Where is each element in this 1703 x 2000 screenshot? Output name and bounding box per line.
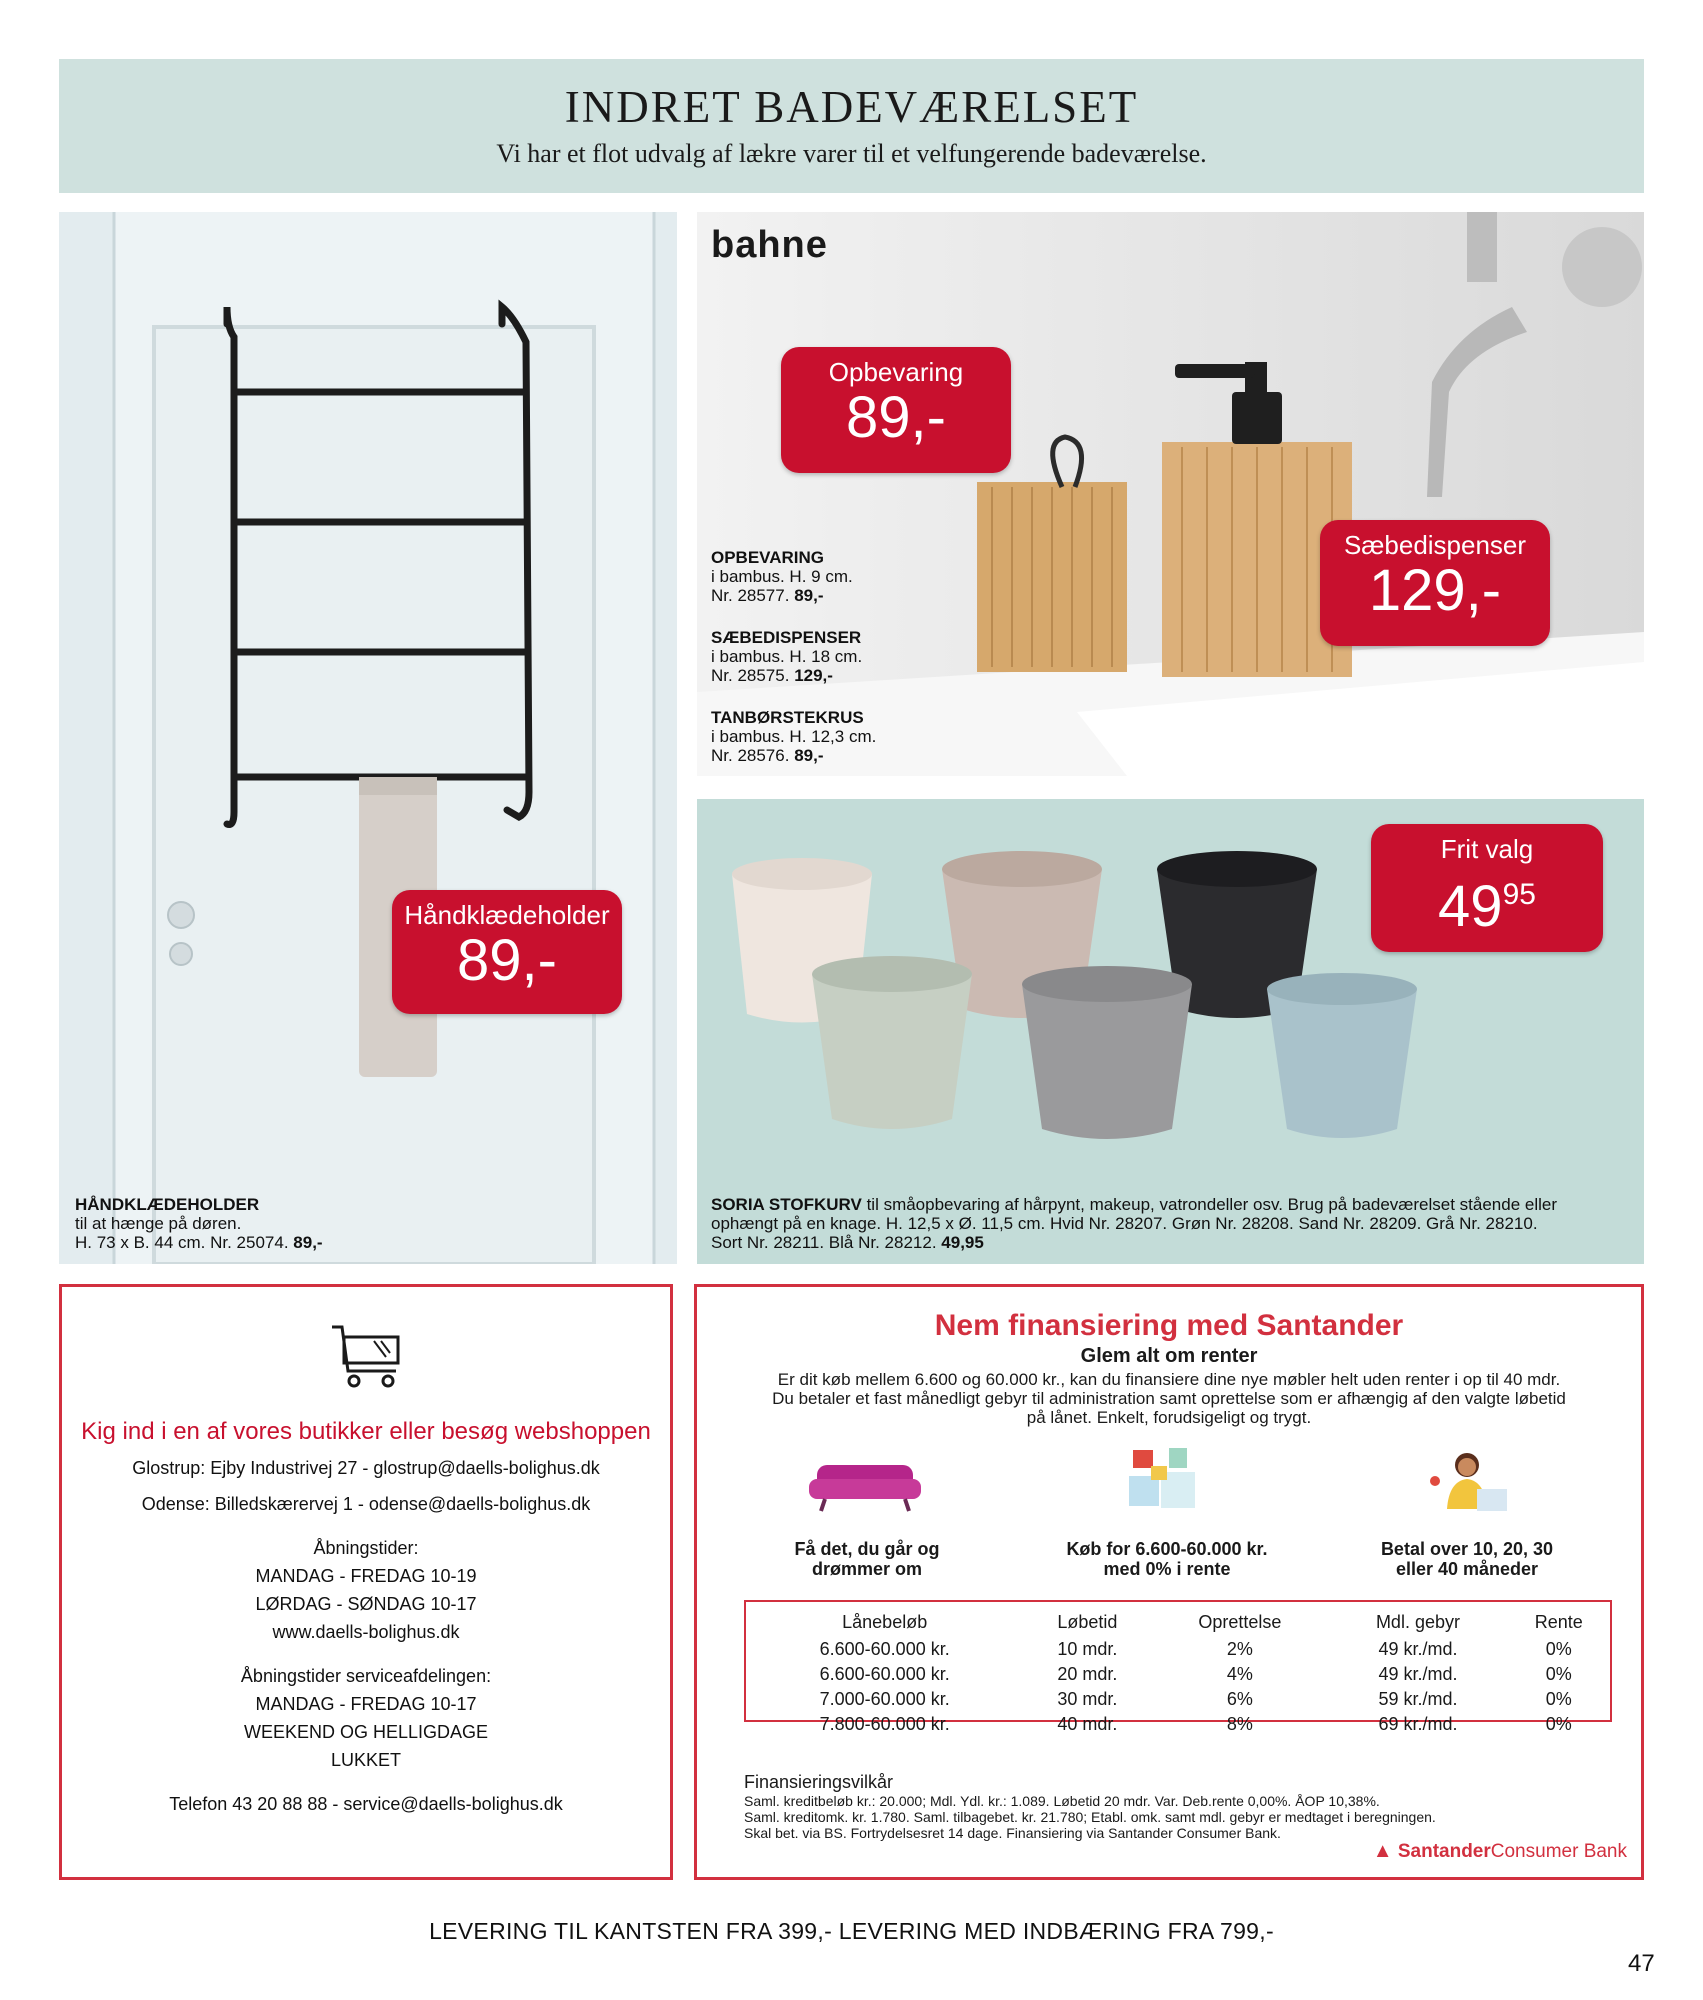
sofa-icon bbox=[805, 1455, 925, 1515]
towel-holder-price: 89,- bbox=[293, 1233, 323, 1252]
feature-months-line1: Betal over 10, 20, 30 bbox=[1380, 1539, 1554, 1559]
blocks-icon bbox=[1125, 1442, 1205, 1522]
baskets-panel bbox=[697, 799, 1644, 1264]
toothbrush-cup-line1: i bambus. H. 12,3 cm. bbox=[711, 727, 877, 746]
towel-holder-price-badge bbox=[392, 890, 622, 1014]
baskets-price: 49,95 bbox=[941, 1233, 984, 1252]
finance-title: Nem finansiering med Santander bbox=[934, 1309, 1404, 1342]
service-hours-title: Åbningstider serviceafdelingen: bbox=[240, 1666, 492, 1686]
contact-line: Telefon 43 20 88 88 - service@daells-bolighus.dk bbox=[169, 1794, 563, 1814]
finance-table bbox=[744, 1600, 1612, 1734]
soap-dispenser-price-badge bbox=[1320, 520, 1550, 646]
santander-flame-icon: ▲ bbox=[1372, 1840, 1393, 1862]
col-setup: Oprettelse bbox=[1198, 1612, 1282, 1632]
table-cell: 59 kr./md. bbox=[1378, 1689, 1458, 1709]
col-monthly-fee: Mdl. gebyr bbox=[1375, 1612, 1460, 1632]
feature-months bbox=[1337, 1539, 1597, 1579]
hours-title: Åbningstider: bbox=[313, 1538, 419, 1558]
santander-logo-light: Consumer Bank bbox=[1490, 1841, 1627, 1862]
baskets-title: SORIA STOFKURV bbox=[711, 1195, 862, 1214]
page-number: 47 bbox=[1628, 1950, 1655, 1977]
baskets-badge-price-cents: 95 bbox=[1502, 878, 1536, 911]
page-header bbox=[59, 59, 1644, 193]
baskets-description bbox=[711, 1195, 1636, 1252]
table-row bbox=[746, 1687, 1610, 1712]
soap-dispenser-badge-price: 129,- bbox=[1368, 558, 1502, 623]
towel-holder-panel bbox=[59, 212, 677, 1264]
baskets-badge-price bbox=[1371, 865, 1603, 937]
website-link[interactable]: www.daells-bolighus.dk bbox=[272, 1622, 460, 1642]
table-row bbox=[746, 1712, 1610, 1737]
person-laptop-icon bbox=[1417, 1447, 1517, 1517]
table-cell: 40 mdr. bbox=[1057, 1714, 1118, 1734]
soap-dispenser-price: 129,- bbox=[794, 666, 833, 685]
bahne-panel bbox=[697, 212, 1644, 776]
bamboo-products-illustration bbox=[697, 212, 1644, 776]
service-hours-weekend: WEEKEND OG HELLIGDAGE bbox=[243, 1722, 489, 1742]
table-cell: 69 kr./md. bbox=[1378, 1714, 1458, 1734]
table-cell: 10 mdr. bbox=[1057, 1639, 1118, 1659]
bahne-item-storage bbox=[711, 548, 853, 605]
baskets-line2: ophængt på en knage. H. 12,5 x Ø. 11,5 cm. Hvid Nr. 28207. Grøn Nr. 28208. Sand Nr. 28209. Grå Nr. 28210. bbox=[711, 1214, 1538, 1233]
towel-holder-badge-price: 89,- bbox=[457, 928, 557, 993]
finance-intro-2: Du betaler et fast månedligt gebyr til administration samt oprettelse som er afhængig af den valgte løbetid bbox=[772, 1389, 1566, 1408]
baskets-line1: til småopbevaring af hårpynt, makeup, vatrondeller osv. Brug på badeværelset stående eller bbox=[866, 1195, 1558, 1214]
shopping-cart-icon bbox=[326, 1321, 406, 1391]
table-cell: 6.600-60.000 kr. bbox=[819, 1639, 950, 1659]
storage-line2: Nr. 28577. bbox=[711, 586, 790, 605]
col-loan-amount: Lånebeløb bbox=[842, 1612, 928, 1632]
feature-dream-line2: drømmer om bbox=[811, 1559, 923, 1579]
table-cell: 7.000-60.000 kr. bbox=[819, 1689, 950, 1709]
feature-zero-rate bbox=[1027, 1539, 1307, 1579]
service-hours-closed: LUKKET bbox=[330, 1750, 402, 1770]
table-cell: 7.800-60.000 kr. bbox=[819, 1714, 950, 1734]
feature-zero-rate-line1: Køb for 6.600-60.000 kr. bbox=[1066, 1539, 1268, 1559]
baskets-price-badge bbox=[1371, 824, 1603, 952]
soap-dispenser-line2: Nr. 28575. bbox=[711, 666, 790, 685]
toothbrush-cup-price: 89,- bbox=[794, 746, 824, 765]
table-cell: 49 kr./md. bbox=[1378, 1639, 1458, 1659]
terms-line2: Saml. kreditomk. kr. 1.780. Saml. tilbagebet. kr. 21.780; Etabl. omk. samt mdl. gebyr er medtaget i beregningen. bbox=[744, 1809, 1436, 1825]
soap-dispenser-title: SÆBEDISPENSER bbox=[711, 628, 862, 647]
table-cell: 0% bbox=[1545, 1664, 1572, 1684]
service-hours-weekdays: MANDAG - FREDAG 10-17 bbox=[255, 1694, 477, 1714]
storage-price-badge bbox=[781, 347, 1011, 473]
table-cell: 0% bbox=[1545, 1714, 1572, 1734]
towel-holder-line2: H. 73 x B. 44 cm. Nr. 25074. bbox=[75, 1233, 289, 1252]
towel-holder-title: HÅNDKLÆDEHOLDER bbox=[75, 1195, 260, 1214]
finance-table-header bbox=[746, 1610, 1610, 1637]
baskets-line3: Sort Nr. 28211. Blå Nr. 28212. bbox=[711, 1233, 937, 1252]
soap-dispenser-badge-label: Sæbedispenser bbox=[1343, 530, 1527, 560]
door-illustration bbox=[59, 212, 677, 1264]
table-cell: 8% bbox=[1226, 1714, 1253, 1734]
soap-dispenser-line1: i bambus. H. 18 cm. bbox=[711, 647, 863, 666]
table-cell: 30 mdr. bbox=[1057, 1689, 1118, 1709]
table-row bbox=[746, 1637, 1610, 1662]
storage-badge-label: Opbevaring bbox=[828, 357, 964, 387]
finance-intro bbox=[697, 1370, 1641, 1427]
feature-dream bbox=[737, 1539, 997, 1579]
terms-title: Finansieringsvilkår bbox=[744, 1772, 894, 1792]
baskets-badge-price-main: 49 bbox=[1438, 874, 1503, 939]
feature-zero-rate-line2: med 0% i rente bbox=[1103, 1559, 1231, 1579]
delivery-footer: LEVERING TIL KANTSTEN FRA 399,- LEVERING MED INDBÆRING FRA 799,- bbox=[429, 1918, 1274, 1944]
table-cell: 0% bbox=[1545, 1639, 1572, 1659]
storage-price: 89,- bbox=[794, 586, 824, 605]
table-cell: 4% bbox=[1226, 1664, 1253, 1684]
finance-intro-1: Er dit køb mellem 6.600 og 60.000 kr., kan du finansiere dine nye møbler helt uden renter i op til 40 mdr. bbox=[777, 1370, 1561, 1389]
table-cell: 2% bbox=[1226, 1639, 1253, 1659]
table-cell: 20 mdr. bbox=[1057, 1664, 1118, 1684]
finance-terms bbox=[744, 1772, 1604, 1841]
santander-logo-bold: Santander bbox=[1397, 1841, 1491, 1862]
toothbrush-cup-title: TANBØRSTEKRUS bbox=[711, 708, 864, 727]
table-cell: 6.600-60.000 kr. bbox=[819, 1664, 950, 1684]
feature-months-line2: eller 40 måneder bbox=[1395, 1559, 1539, 1579]
storage-badge-price: 89,- bbox=[846, 385, 946, 450]
towel-holder-line1: til at hænge på døren. bbox=[75, 1214, 242, 1233]
table-cell: 49 kr./md. bbox=[1378, 1664, 1458, 1684]
col-rate: Rente bbox=[1534, 1612, 1583, 1632]
store-heading: Kig ind i en af vores butikker eller besøg webshoppen bbox=[81, 1418, 651, 1445]
bahne-item-soap-dispenser bbox=[711, 628, 862, 685]
finance-box bbox=[694, 1284, 1644, 1880]
terms-line1: Saml. kreditbeløb kr.: 20.000; Mdl. Ydl. kr.: 1.089. Løbetid 20 mdr. Var. Deb.rente 0,00%. ÅOP 10,38%. bbox=[744, 1793, 1380, 1809]
storage-line1: i bambus. H. 9 cm. bbox=[711, 567, 853, 586]
towel-holder-badge-label: Håndklædeholder bbox=[404, 900, 610, 930]
page-subtitle: Vi har et flot udvalg af lækre varer til et velfungerende badeværelse. bbox=[496, 139, 1207, 168]
terms-line3: Skal bet. via BS. Fortrydelsesret 14 dage. Finansiering via Santander Consumer Bank. bbox=[744, 1825, 1281, 1841]
finance-intro-3: på lånet. Enkelt, forudsigeligt og trygt. bbox=[1026, 1408, 1312, 1427]
table-row bbox=[746, 1662, 1610, 1687]
bahne-item-toothbrush-cup bbox=[711, 708, 876, 765]
santander-logo bbox=[1373, 1840, 1627, 1863]
bahne-logo: bahne bbox=[711, 224, 828, 266]
storage-title: OPBEVARING bbox=[711, 548, 825, 567]
hours-weekdays: MANDAG - FREDAG 10-19 bbox=[255, 1566, 477, 1586]
feature-dream-line1: Få det, du går og bbox=[794, 1539, 940, 1559]
hours-weekend: LØRDAG - SØNDAG 10-17 bbox=[255, 1594, 477, 1614]
towel-holder-description bbox=[75, 1195, 323, 1252]
table-cell: 6% bbox=[1226, 1689, 1253, 1709]
store-odense: Odense: Billedskærervej 1 - odense@daells-bolighus.dk bbox=[141, 1494, 591, 1514]
basket-blue bbox=[1267, 973, 1417, 1138]
toothbrush-cup-line2: Nr. 28576. bbox=[711, 746, 790, 765]
store-glostrup: Glostrup: Ejby Industrivej 27 - glostrup@daells-bolighus.dk bbox=[132, 1458, 600, 1478]
table-cell: 0% bbox=[1545, 1689, 1572, 1709]
baskets-badge-label: Frit valg bbox=[1440, 834, 1534, 864]
basket-grey bbox=[1022, 966, 1192, 1139]
basket-green bbox=[812, 956, 972, 1129]
col-term: Løbetid bbox=[1057, 1612, 1118, 1632]
store-info-box bbox=[59, 1284, 673, 1880]
page-title: INDRET BADEVÆRELSET bbox=[564, 82, 1139, 132]
finance-subtitle: Glem alt om renter bbox=[1080, 1345, 1258, 1367]
